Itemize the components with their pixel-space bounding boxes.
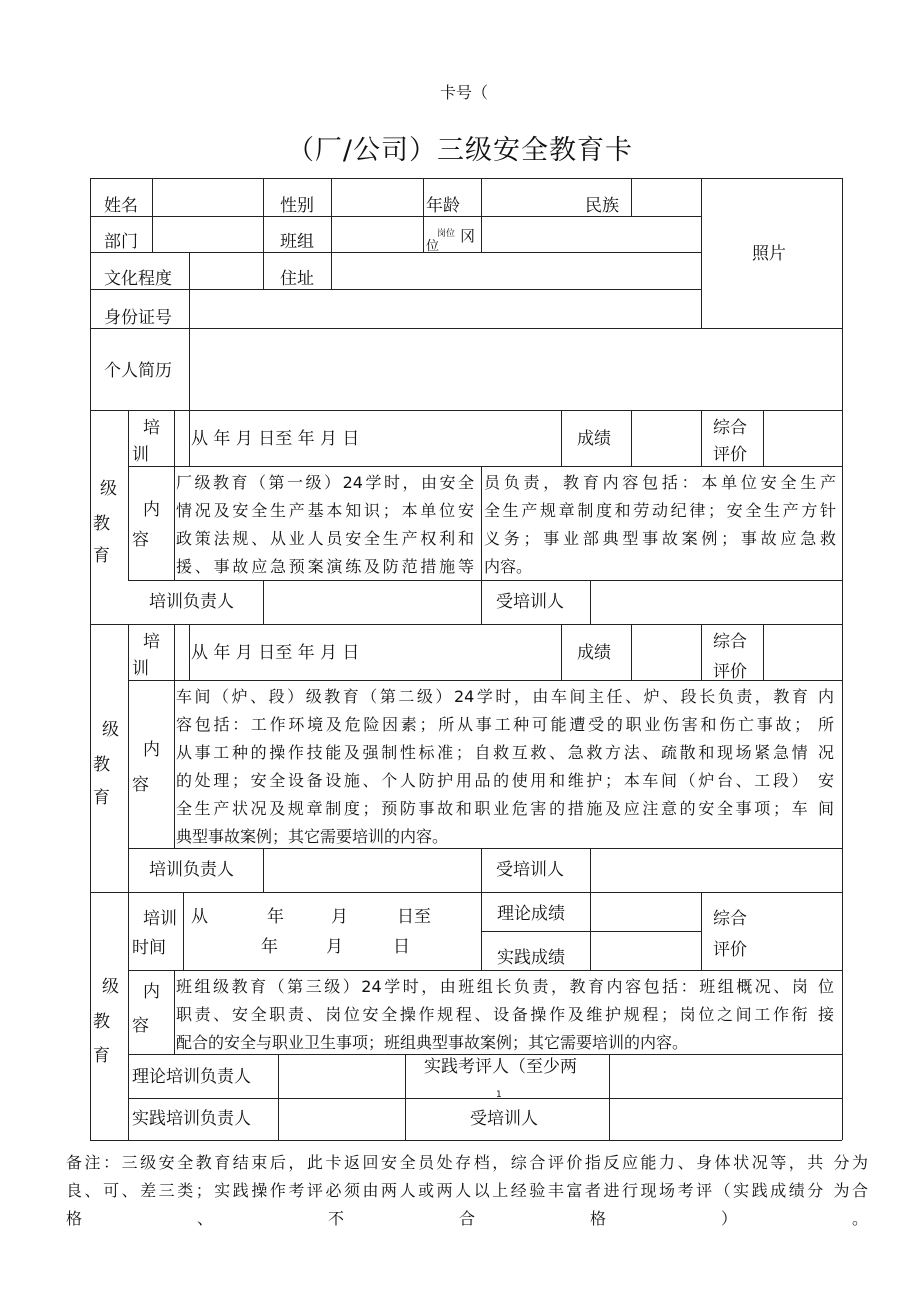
photo-label: 照片 [752,244,786,264]
level3-side-char: 级 [102,977,119,997]
team-label: 班组 [280,232,314,252]
level2-eval-label: 综合 [713,632,747,652]
level2-training-label: 培 [143,632,160,652]
age-label: 年龄 [426,196,460,216]
level2-eval-label: 评价 [713,662,747,682]
level1-date: 从 年 月 日至 年 月 日 [191,429,360,449]
level1-content-left: 厂级教育（第一级）24学时，由安全 情况及安全生产基本知识；本单位安 政策法规、从业人员安全生产权利和 援、事故应急预案演练及防范措施等 [176,473,474,576]
education-label: 文化程度 [104,269,172,289]
level2-date: 从 年 月 日至 年 月 日 [191,643,360,663]
level3-content-label: 内 [143,982,160,1002]
id-number-label: 身份证号 [104,308,172,328]
level1-eval-label: 评价 [713,445,747,465]
level2-content-label: 内 [143,740,160,760]
level3-eval-label: 评价 [713,940,747,960]
level1-content-label: 内 [143,500,160,520]
level1-content-right: 员负责，教育内容包括：本单位安全生产 全生产规章制度和劳动纪律；安全生产方针 义务；事业部典型事故案例；事故应急救 内容。 [484,473,836,576]
level3-date-day-2: 日 [393,937,410,957]
department-label: 部门 [104,232,138,252]
level2-training-label: 训 [132,659,149,679]
level3-practice-trainer-label: 实践培训负责人 [132,1109,251,1129]
ethnicity-label: 民族 [585,196,619,216]
level3-practice-score-label: 实践成绩 [497,948,565,968]
resume-label: 个人简历 [104,361,172,381]
level2-content: 车间（炉、段）级教育（第二级）24学时，由车间主任、炉、段长负责，教育 内 容包括：工作环境及危险因素；所从事工种可能遭受的职业伤害和伤亡事故； 所 从事工种的操作技能及强制性标准；自救互救、急救方法、疏散和现场紧急情 况 的处理；安全设备设施、个人防护用品的使用和维护；本车间（炉台、工段） 安 全生产状况及规章制度；预防事故和职业危害的措施及应注意的安全事项；车 间 典型事故案例；其它需要培训的内容。 [176,687,834,846]
level3-trainee-label: 受培训人 [470,1109,538,1129]
level1-eval-label: 综合 [713,418,747,438]
level3-time-label: 培训 [143,909,177,929]
level2-trainer-label: 培训负责人 [149,860,234,880]
level3-date-month: 月 [331,907,348,927]
level1-training-label: 培 [143,418,160,438]
post-label-small: 岗位 [437,229,456,239]
level2-side-char: 育 [93,788,110,808]
level1-trainee-label: 受培训人 [496,592,564,612]
level1-content-label: 容 [132,530,149,550]
level1-trainer-label: 培训负责人 [149,592,234,612]
level3-content: 班组级教育（第三级）24学时，由班组长负责，教育内容包括：班组概况、岗 位 职责、安全职责、岗位安全操作规程、设备操作及维护规程；岗位之间工作衔 接 配合的安全与职业卫生事项；班组典型事故案例；其它需要培训的内容。 [176,977,834,1052]
level3-practice-assessor-fragment: 1 [496,1090,502,1100]
level3-side-char: 育 [93,1046,110,1066]
level3-eval-label: 综合 [713,909,747,929]
page-title: （厂/公司）三级安全教育卡 [286,135,634,166]
level1-training-label: 训 [132,445,149,465]
level3-time-label: 时间 [132,938,166,958]
level3-theory-score-label: 理论成绩 [497,904,565,924]
footer-note: 备注：三级安全教育结束后，此卡返回安全员处存档，综合评价指反应能力、身体状况等，共 分为 良、可、差三类；实践操作考评必须由两人或两人以上经验丰富者进行现场考评（实践成绩分 为合 格 、 不 合 格 ） 。 [66,1153,868,1228]
name-label: 姓名 [104,196,138,216]
level2-content-label: 容 [132,775,149,795]
level1-side-char: 级 [100,479,117,499]
level2-trainee-label: 受培训人 [496,860,564,880]
level1-score-label: 成绩 [577,429,611,449]
card-number: 卡号（ [440,83,489,102]
level2-side-char: 级 [102,720,119,740]
level3-theory-trainer-label: 理论培训负责人 [132,1067,251,1087]
level3-date-year: 年 [267,907,284,927]
gender-label: 性别 [280,196,314,216]
level3-date-month-2: 月 [326,937,343,957]
level3-date-day: 日至 [397,907,431,927]
level3-content-label: 容 [132,1016,149,1036]
address-label: 住址 [280,269,314,289]
level2-score-label: 成绩 [577,643,611,663]
level1-side-char: 教 [93,514,110,534]
post-label-sub: 位 [426,239,440,254]
level2-side-char: 教 [93,755,110,775]
post-label-main: 冈 [460,227,476,245]
level1-side-char: 育 [93,546,110,566]
level3-date-from: 从 [191,907,208,927]
level3-side-char: 教 [93,1012,110,1032]
level3-date-year-2: 年 [261,937,278,957]
level3-practice-assessor-label: 实践考评人（至少两 [424,1057,577,1077]
